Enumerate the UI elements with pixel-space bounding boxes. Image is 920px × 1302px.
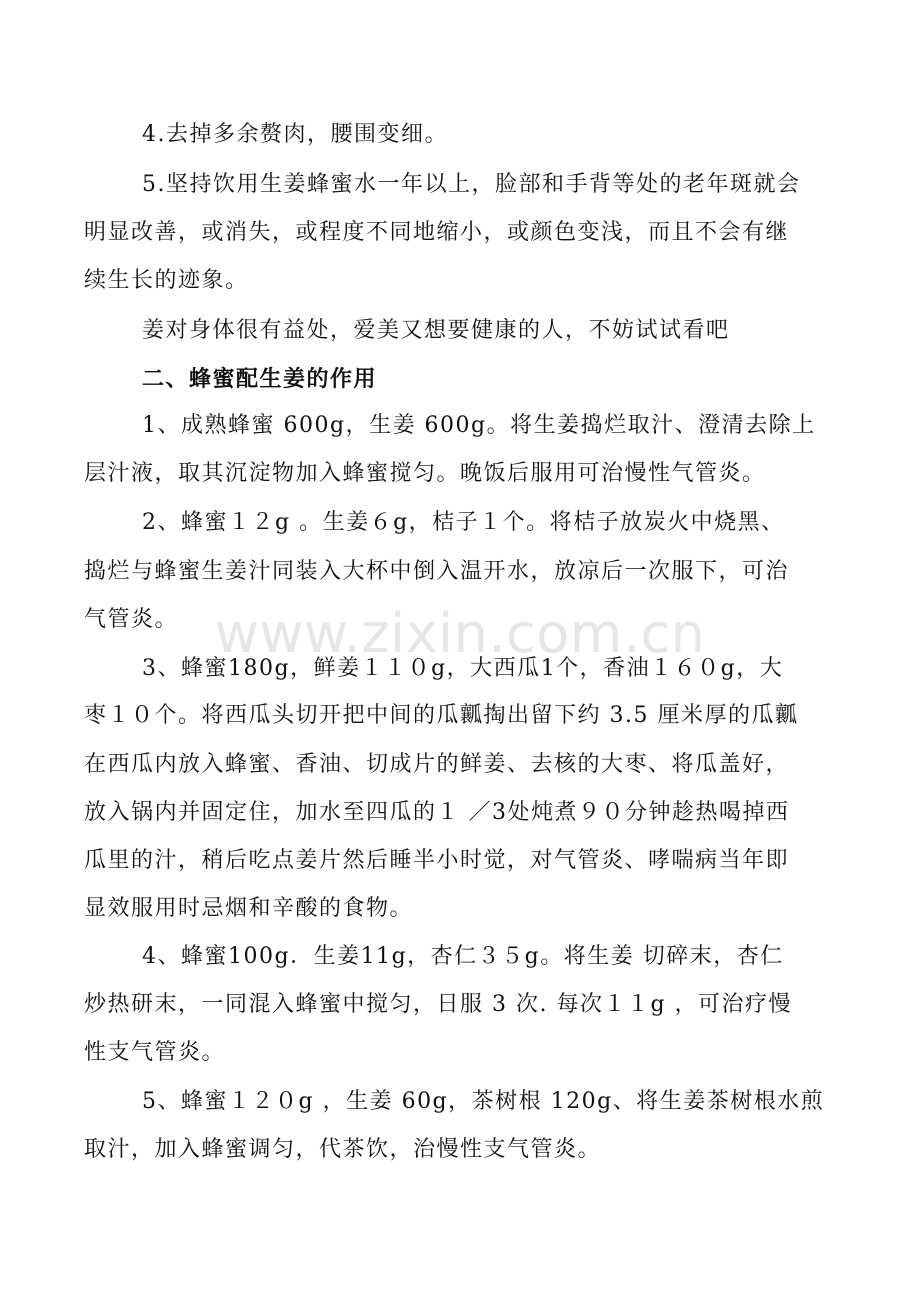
paragraph-line: 性支气管炎。 [84,1040,226,1065]
section-heading: 二、蜂蜜配生姜的作用 [142,366,378,392]
watermark: www.zixin.com.cn [214,602,706,665]
paragraph-line: 5.坚持饮用生姜蜂蜜水一年以上，脸部和手背等处的老年斑就会 [142,172,801,197]
paragraph-line: 炒热研末，一同混入蜂蜜中搅匀，日服 3 次. 每次１１g ，可治疗慢 [84,992,793,1017]
paragraph-line: 枣１０个。将西瓜头切开把中间的瓜瓤掏出留下约 3.5 厘米厚的瓜瓤 [84,703,799,728]
paragraph-line: 4.去掉多余赘肉，腰围变细。 [142,122,448,147]
paragraph-line: 在西瓜内放入蜂蜜、香油、切成片的鲜姜、去核的大枣、将瓜盖好， [84,752,790,777]
paragraph-line: 捣烂与蜂蜜生姜汁同装入大杯中倒入温开水，放凉后一次服下，可治 [84,559,790,584]
paragraph-line: 1、成熟蜂蜜 600g，生姜 600g。将生姜捣烂取汁、澄清去除上 [142,413,816,438]
paragraph-line: 气管炎。 [84,607,179,632]
paragraph-line: 3、蜂蜜180g，鲜姜１１０g，大西瓜1个，香油１６０g，大 [142,656,784,681]
paragraph-line: 瓜里的汁，稍后吃点姜片然后睡半小时觉，对气管炎、哮喘病当年即 [84,848,790,873]
paragraph-line: 姜对身体很有益处，爱美又想要健康的人，不妨试试看吧 [142,318,730,343]
paragraph-line: 层汁液，取其沉淀物加入蜂蜜搅匀。晚饭后服用可治慢性气管炎。 [84,461,766,486]
paragraph-line: 取汁，加入蜂蜜调匀，代茶饮，治慢性支气管炎。 [84,1137,602,1162]
paragraph-line: 2、蜂蜜１２g 。生姜６g，桔子１个。将桔子放炭火中烧黑、 [142,510,785,535]
paragraph-line: 4、蜂蜜100g．生姜11g，杏仁３５g。将生姜 切碎末，杏仁 [142,944,784,969]
paragraph-line: 续生长的迹象。 [84,268,249,293]
paragraph-line: 5、蜂蜜１２０g ，生姜 60g，茶树根 120g、将生姜茶树根水煎 [142,1089,825,1114]
paragraph-line: 显效服用时忌烟和辛酸的食物。 [84,896,414,921]
paragraph-line: 放入锅内并固定住，加水至四瓜的１ ／3处炖煮９０分钟趁热喝掉西 [84,800,790,825]
paragraph-line: 明显改善，或消失，或程度不同地缩小，或颜色变浅，而且不会有继 [84,220,790,245]
